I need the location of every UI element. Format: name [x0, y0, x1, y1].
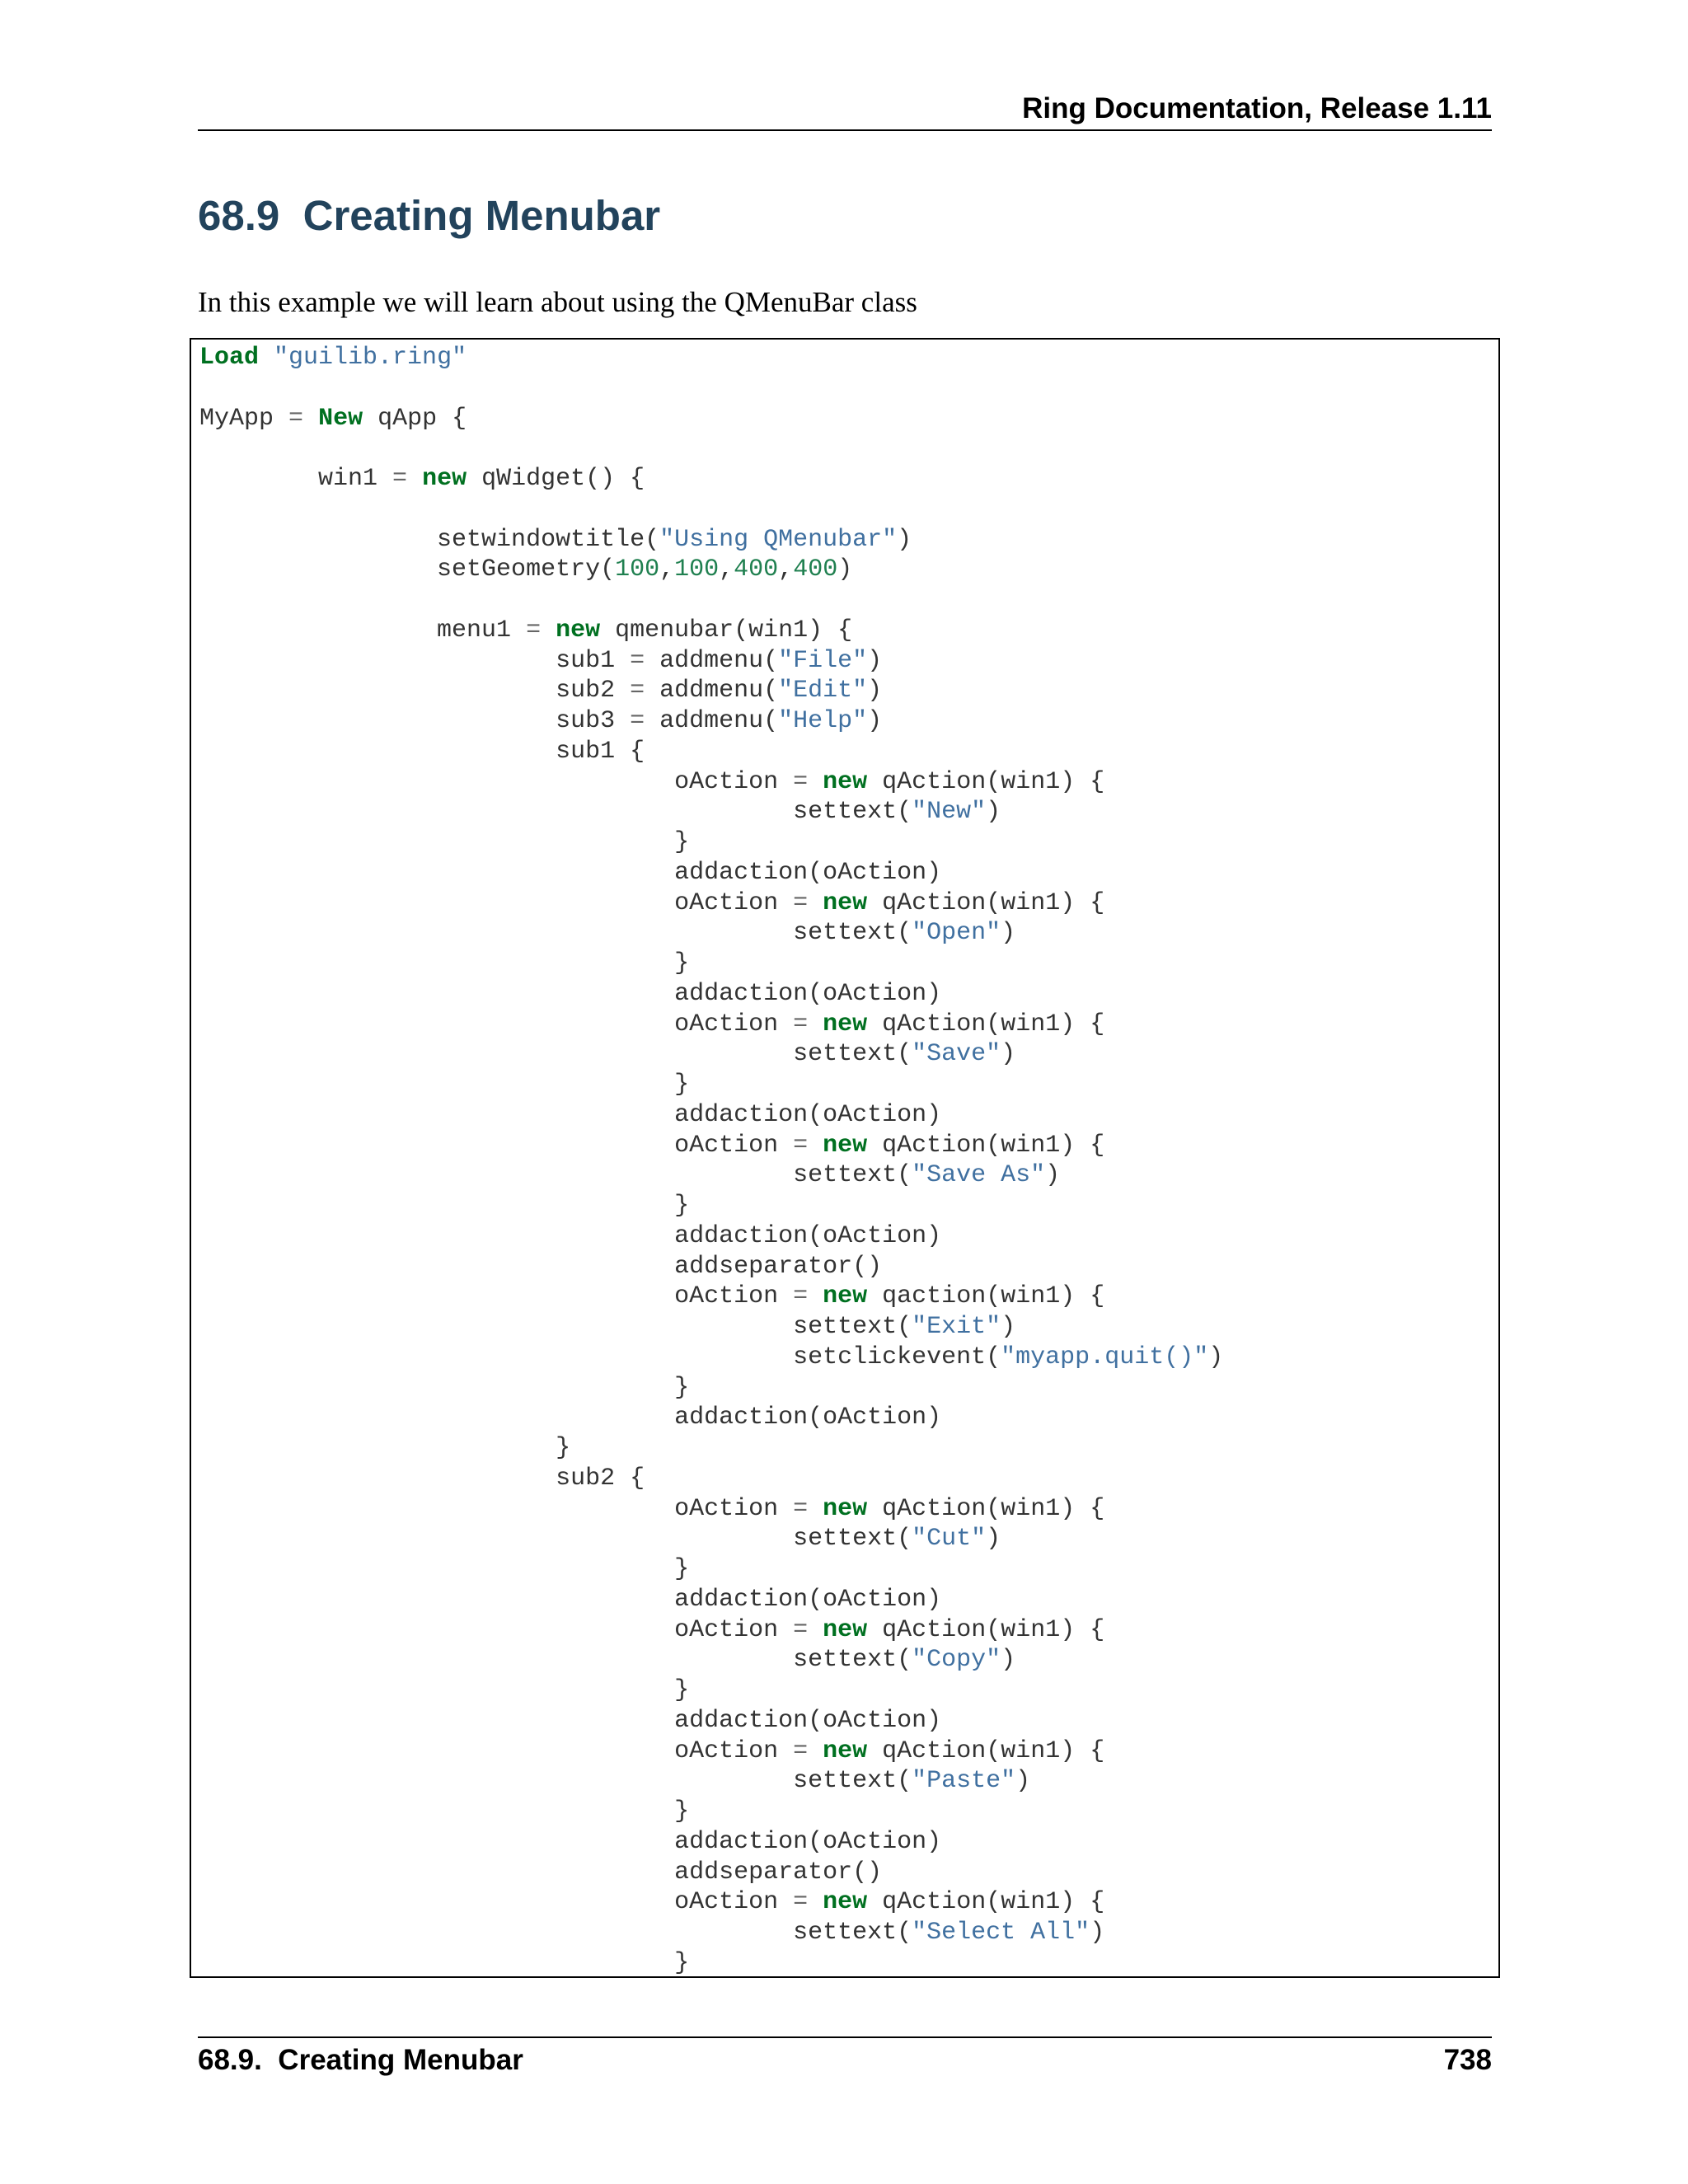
footer-divider: [198, 2036, 1492, 2038]
code-line: [199, 980, 941, 1008]
code-line: [199, 1101, 941, 1129]
code-line: [199, 1737, 1104, 1765]
code-text: settext(: [199, 798, 912, 827]
code-line: [199, 707, 882, 735]
code-line: [199, 949, 689, 977]
code-line: [199, 798, 1001, 826]
code-text: qAction(win1) {: [867, 1131, 1105, 1160]
code-line: [199, 1404, 941, 1432]
code-text: sub2 {: [199, 1464, 645, 1493]
code-text: [541, 616, 556, 644]
code-text: menu1: [199, 616, 527, 644]
code-operator: =: [793, 1736, 809, 1765]
code-text: setwindowtitle(: [199, 525, 660, 554]
code-text: sub2: [199, 677, 631, 705]
code-text: settext(: [199, 1313, 912, 1341]
code-text: [808, 768, 823, 796]
code-line: [199, 1192, 689, 1220]
code-string: "File": [778, 646, 868, 675]
code-line: [199, 677, 882, 705]
code-text: oAction: [199, 1888, 794, 1917]
section-number: 68.9: [198, 192, 280, 239]
code-text: }: [199, 828, 690, 856]
code-keyword: new: [823, 888, 868, 917]
code-text: oAction: [199, 1010, 794, 1038]
code-line: [199, 1767, 1030, 1795]
code-text: }: [199, 1373, 690, 1402]
code-line: [199, 344, 467, 372]
code-text: qAction(win1) {: [867, 888, 1105, 917]
code-text: ): [867, 646, 883, 675]
code-text: ): [1045, 1161, 1061, 1190]
code-line: [199, 1071, 689, 1099]
code-text: ): [867, 707, 883, 735]
code-text: settext(: [199, 919, 912, 948]
code-line: [199, 859, 941, 887]
code-operator: =: [793, 1131, 809, 1160]
code-operator: =: [288, 404, 304, 433]
code-text: MyApp: [199, 404, 289, 433]
code-keyword: new: [422, 465, 467, 493]
code-keyword: new: [823, 767, 868, 796]
code-line: [199, 616, 852, 644]
code-keyword: new: [556, 616, 601, 644]
code-text: qmenubar(win1) {: [600, 616, 853, 644]
code-operator: =: [630, 677, 645, 705]
code-text: [808, 889, 823, 917]
code-text: ): [986, 1525, 1001, 1554]
code-text: ): [897, 525, 912, 554]
code-text: ): [986, 798, 1001, 827]
running-header: Ring Documentation, Release 1.11: [1022, 92, 1492, 124]
code-text: addmenu(: [645, 707, 779, 735]
code-line: [199, 1676, 689, 1704]
code-string: "Cut": [912, 1525, 987, 1554]
code-line: [199, 647, 882, 675]
section-title: Creating Menubar: [302, 192, 661, 239]
code-text: ): [1090, 1919, 1105, 1947]
code-line: [199, 828, 689, 856]
code-string: "Exit": [912, 1313, 1001, 1341]
code-number: 100: [674, 555, 720, 584]
code-text: ,: [778, 555, 794, 584]
header-divider: [198, 129, 1492, 131]
code-line: [199, 1616, 1104, 1644]
code-text: [808, 1495, 823, 1523]
code-text: qAction(win1) {: [867, 1615, 1105, 1644]
code-text: oAction: [199, 888, 794, 917]
code-text: settext(: [199, 1040, 912, 1069]
code-string: "Edit": [778, 677, 868, 705]
code-line: [199, 1313, 1015, 1341]
code-text: qAction(win1) {: [867, 1888, 1105, 1917]
code-operator: =: [793, 888, 809, 917]
code-text: ,: [719, 555, 734, 584]
code-text: oAction: [199, 1494, 794, 1523]
code-text: }: [199, 1071, 690, 1099]
code-line: [199, 1161, 1060, 1189]
code-line: [199, 889, 1104, 917]
code-line: [199, 1525, 1001, 1553]
code-line: [199, 1707, 941, 1735]
code-operator: =: [793, 767, 809, 796]
code-text: settext(: [199, 1767, 912, 1796]
code-line: [199, 1132, 1104, 1160]
code-text: [808, 1737, 823, 1765]
code-text: oAction: [199, 1282, 794, 1311]
code-text: }: [199, 1948, 690, 1977]
code-text: ): [1001, 1646, 1016, 1675]
code-text: qWidget() {: [467, 465, 645, 493]
code-text: [303, 405, 318, 433]
code-line: [199, 1555, 689, 1583]
footer-section-title: 68.9. Creating Menubar: [198, 2044, 523, 2076]
code-text: addaction(oAction): [199, 1221, 942, 1250]
code-line: [199, 405, 467, 433]
code-text: }: [199, 949, 690, 977]
code-string: "Save As": [912, 1161, 1046, 1190]
code-text: sub3: [199, 707, 631, 735]
code-line: [199, 1828, 941, 1856]
code-text: [407, 465, 422, 493]
code-line: [199, 555, 852, 583]
code-text: }: [199, 1434, 571, 1462]
code-text: addaction(oAction): [199, 979, 942, 1008]
code-line: [199, 1010, 1104, 1038]
code-line: [199, 1646, 1015, 1674]
code-text: win1: [199, 465, 393, 493]
code-keyword: new: [823, 1494, 868, 1523]
code-text: addaction(oAction): [199, 1585, 942, 1614]
code-text: addaction(oAction): [199, 1706, 942, 1735]
code-number: 400: [734, 555, 779, 584]
code-line: [199, 1586, 941, 1614]
code-operator: =: [392, 465, 408, 493]
code-keyword: New: [318, 404, 363, 433]
code-text: ): [1015, 1767, 1031, 1796]
code-text: }: [199, 1676, 690, 1704]
code-string: "Help": [778, 707, 868, 735]
code-text: oAction: [199, 1736, 794, 1765]
code-line: [199, 526, 912, 554]
code-text: ): [1208, 1343, 1224, 1371]
code-line: [199, 1222, 941, 1250]
code-text: oAction: [199, 767, 794, 796]
code-text: settext(: [199, 1161, 912, 1190]
code-text: [808, 1888, 823, 1916]
code-text: setclickevent(: [199, 1343, 1001, 1371]
code-string: "Select All": [912, 1919, 1090, 1947]
code-text: ): [837, 555, 853, 584]
code-text: }: [199, 1797, 690, 1825]
code-line: [199, 465, 645, 493]
code-line: [199, 1949, 689, 1977]
code-text: qAction(win1) {: [867, 1494, 1105, 1523]
code-text: ): [1001, 1313, 1016, 1341]
code-text: settext(: [199, 1525, 912, 1554]
code-operator: =: [793, 1010, 809, 1038]
code-text: settext(: [199, 1919, 912, 1947]
code-text: qAction(win1) {: [867, 767, 1105, 796]
code-text: addaction(oAction): [199, 858, 942, 887]
code-number: 100: [615, 555, 660, 584]
code-text: qAction(win1) {: [867, 1736, 1105, 1765]
code-string: "New": [912, 798, 987, 827]
code-text: addmenu(: [645, 646, 779, 675]
code-block: [190, 338, 1500, 1978]
code-text: addseparator(): [199, 1858, 883, 1886]
code-string: "Save": [912, 1040, 1001, 1069]
code-text: ): [867, 677, 883, 705]
code-text: [808, 1282, 823, 1310]
code-operator: =: [526, 616, 542, 644]
code-text: ): [1001, 919, 1016, 948]
code-text: }: [199, 1192, 690, 1220]
code-operator: =: [630, 707, 645, 735]
code-listing: [199, 343, 1223, 1978]
code-line: [199, 1374, 689, 1402]
code-line: [199, 1797, 689, 1825]
code-keyword: Load: [199, 344, 260, 372]
code-text: [259, 344, 274, 372]
code-text: ): [1001, 1040, 1016, 1069]
code-keyword: new: [823, 1615, 868, 1644]
code-text: sub1 {: [199, 737, 645, 766]
code-line: [199, 919, 1015, 947]
code-text: qApp {: [363, 404, 467, 433]
code-keyword: new: [823, 1888, 868, 1917]
code-text: sub1: [199, 646, 631, 675]
code-text: [808, 1132, 823, 1160]
code-text: qaction(win1) {: [867, 1282, 1105, 1311]
code-operator: =: [630, 646, 645, 675]
code-text: settext(: [199, 1646, 912, 1675]
code-text: ,: [659, 555, 675, 584]
code-string: "guilib.ring": [274, 344, 467, 372]
code-line: [199, 1434, 570, 1462]
section-heading: [198, 191, 660, 240]
code-text: addaction(oAction): [199, 1404, 942, 1432]
code-keyword: new: [823, 1282, 868, 1311]
code-string: "Paste": [912, 1767, 1016, 1796]
code-keyword: new: [823, 1131, 868, 1160]
intro-paragraph: In this example we will learn about using the QMenuBar class: [198, 286, 917, 318]
code-operator: =: [793, 1282, 809, 1311]
code-line: [199, 1253, 882, 1281]
code-keyword: new: [823, 1736, 868, 1765]
footer-page-number: 738: [1443, 2044, 1492, 2076]
code-text: oAction: [199, 1615, 794, 1644]
code-text: setGeometry(: [199, 555, 616, 584]
code-line: [199, 1858, 882, 1886]
code-line: [199, 1465, 645, 1493]
code-string: "Open": [912, 919, 1001, 948]
code-operator: =: [793, 1888, 809, 1917]
code-text: }: [199, 1555, 690, 1583]
code-line: [199, 1888, 1104, 1916]
code-text: addseparator(): [199, 1252, 883, 1281]
code-line: [199, 1282, 1104, 1310]
code-line: [199, 738, 645, 766]
code-text: addmenu(: [645, 677, 779, 705]
code-text: addaction(oAction): [199, 1100, 942, 1129]
code-line: [199, 1495, 1104, 1523]
code-operator: =: [793, 1494, 809, 1523]
code-text: [808, 1616, 823, 1644]
code-number: 400: [793, 555, 838, 584]
code-string: "Copy": [912, 1646, 1001, 1675]
code-operator: =: [793, 1615, 809, 1644]
code-text: addaction(oAction): [199, 1827, 942, 1856]
code-line: [199, 1040, 1015, 1068]
code-line: [199, 1343, 1223, 1371]
code-string: "Using QMenubar": [659, 525, 898, 554]
code-string: "myapp.quit()": [1001, 1343, 1209, 1371]
code-text: [808, 1010, 823, 1038]
code-text: qAction(win1) {: [867, 1010, 1105, 1038]
code-text: oAction: [199, 1131, 794, 1160]
code-keyword: new: [823, 1010, 868, 1038]
code-line: [199, 768, 1104, 796]
code-line: [199, 1919, 1104, 1947]
